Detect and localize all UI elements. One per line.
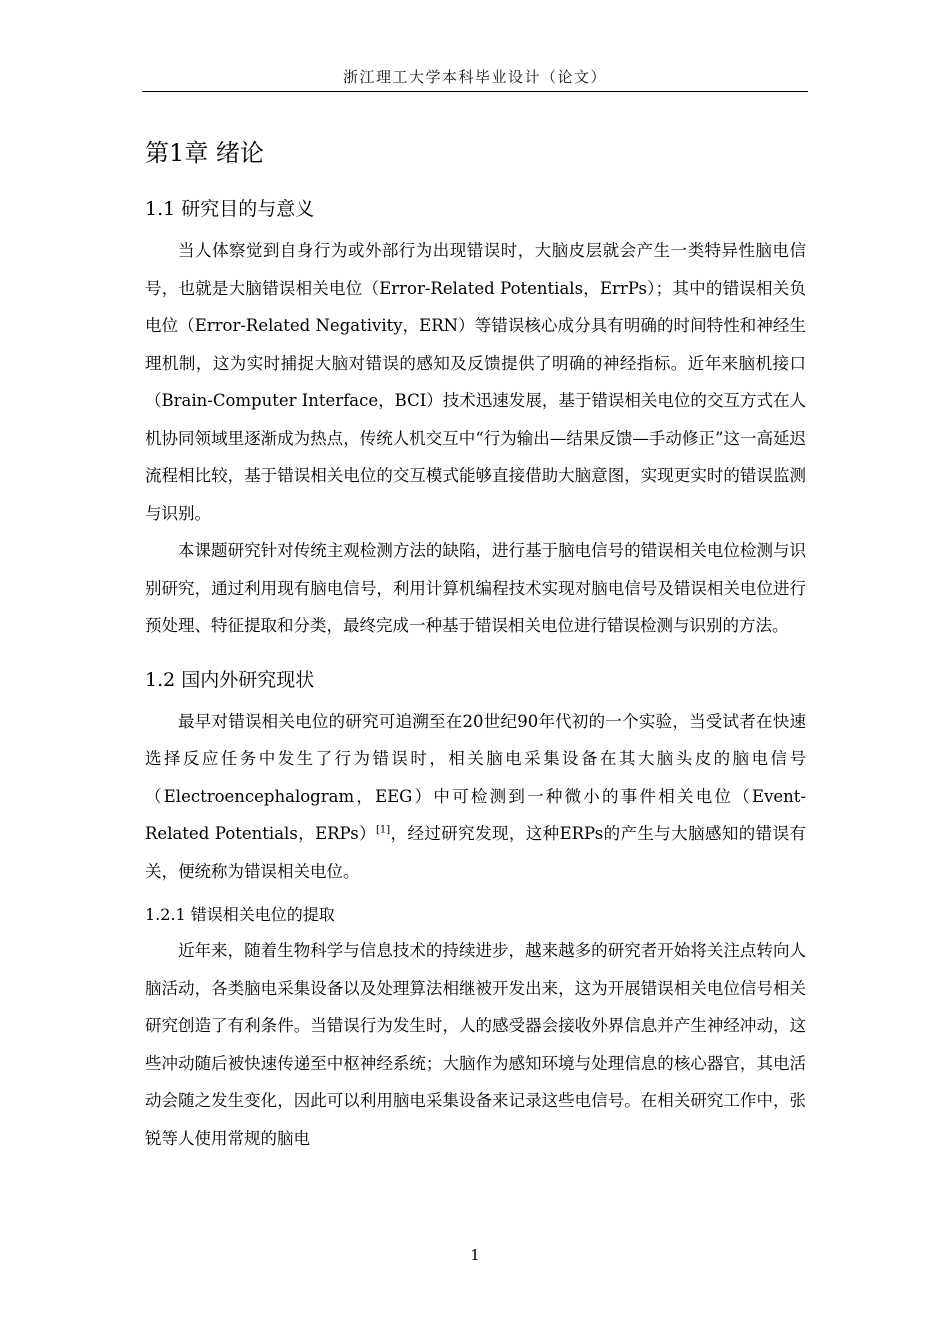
page-number: 1	[470, 1246, 480, 1264]
running-header: 浙江理工大学本科毕业设计（论文）	[342, 68, 607, 86]
paragraph-text: 最早对错误相关电位的研究可追溯至在20世纪90年代初的一个实验，当受试者在快速选择反应任务中发生了行为错误时，相关脑电采集设备在其大脑头皮的脑电信号（Electroencephalogram，EEG）中可检测到一种微小的事件相关电位（Event-Related Potentials，ERPs）	[145, 711, 806, 843]
paragraph-1-1-b: 本课题研究针对传统主观检测方法的缺陷，进行基于脑电信号的错误相关电位检测与识别研究，通过利用现有脑电信号，利用计算机编程技术实现对脑电信号及错误相关电位进行预处理、特征提取和分类，最终完成一种基于错误相关电位进行错误检测与识别的方法。	[145, 541, 806, 635]
citation-ref[interactable]: [1]	[375, 824, 391, 836]
paragraph-1-1-a: 当人体察觉到自身行为或外部行为出现错误时，大脑皮层就会产生一类特异性脑电信号，也就是大脑错误相关电位（Error-Related Potentials，ErrPs）；其中的错误相关负电位（Error-Related Negativity，ERN）等错误核心成分具有明确的时间特性和神经生理机制，这为实时捕捉大脑对错误的感知及反馈提供了明确的神经指标。近年来脑机接口（Brain-Computer Interface，BCI）技术迅速发展，基于错误相关电位的交互方式在人机协同领域里逐渐成为热点，传统人机交互中“行为输出—结果反馈—手动修正”这一高延迟流程相比较，基于错误相关电位的交互模式能够直接借助大脑意图，实现更实时的错误监测与识别。	[145, 241, 806, 523]
subsection-title-1-2-1: 1.2.1 错误相关电位的提取	[145, 905, 335, 924]
header-rule	[142, 91, 808, 92]
page-body	[145, 132, 806, 1157]
paragraph-text: ，经过研究发现，这种ERPs的产生与大脑感知的错误有关，便统称为错误相关电位。	[145, 824, 806, 881]
paragraph-1-2-1-a: 近年来，随着生物科学与信息技术的持续进步，越来越多的研究者开始将关注点转向人脑活动，各类脑电采集设备以及处理算法相继被开发出来，这为开展错误相关电位信号相关研究创造了有利条件。当错误行为发生时，人的感受器会接收外界信息并产生神经冲动，这些冲动随后被快速传递至中枢神经系统；大脑作为感知环境与处理信息的核心器官，其电活动会随之发生变化，因此可以利用脑电采集设备来记录这些电信号。在相关研究工作中，张锐等人使用常规的脑电	[145, 941, 806, 1148]
paragraph-1-2-a	[145, 703, 806, 891]
chapter-title: 第1章 绪论	[145, 139, 264, 167]
section-title-1-1: 1.1 研究目的与意义	[145, 198, 315, 220]
section-title-1-2: 1.2 国内外研究现状	[145, 668, 315, 691]
